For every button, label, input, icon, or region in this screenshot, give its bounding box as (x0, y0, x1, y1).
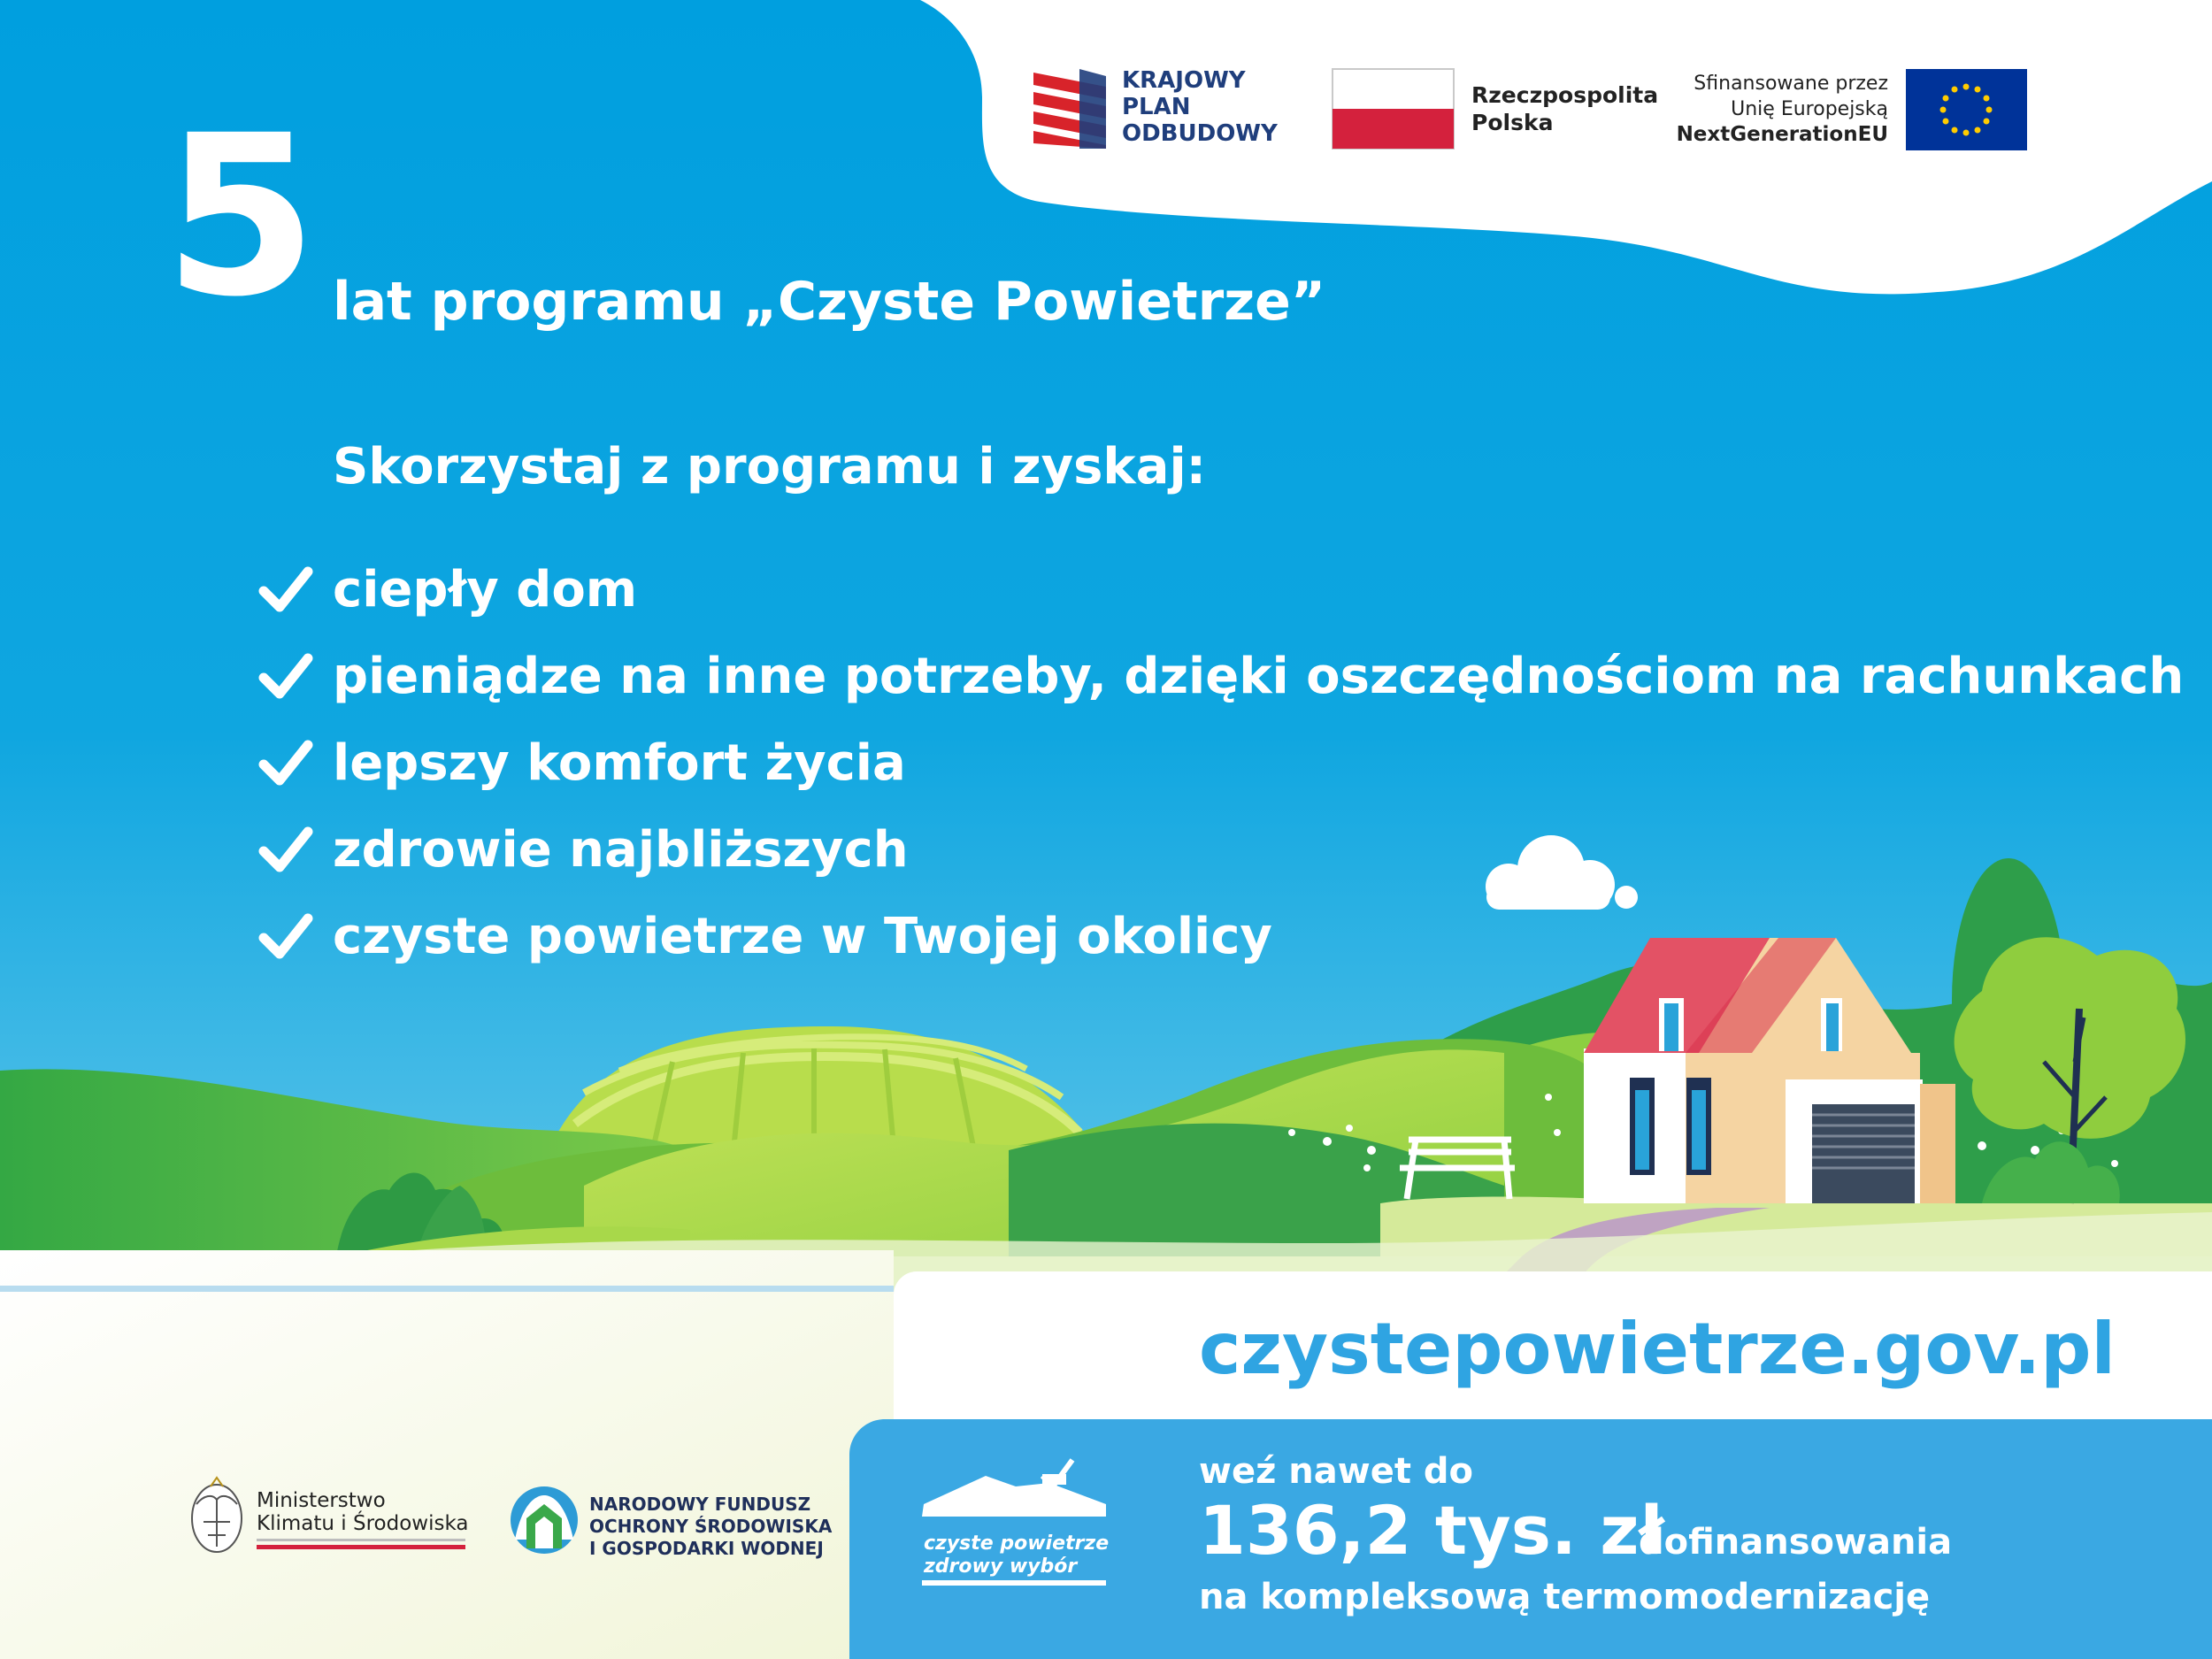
bottom-left-area (0, 1250, 894, 1659)
ministry-underline-grey (257, 1539, 465, 1541)
ministry-underline-red (257, 1545, 465, 1549)
eu-line: NextGenerationEU (1676, 123, 1888, 146)
kpo-line: KRAJOWY (1122, 67, 1246, 94)
check-icon (257, 823, 315, 876)
check-icon (257, 910, 315, 963)
kpo-line: ODBUDOWY (1122, 120, 1278, 147)
nfosigw-logo-text (589, 1494, 832, 1560)
anniversary-number: 5 (164, 88, 314, 345)
benefit-item (257, 727, 906, 798)
czyste-powietrze-logo-line: czyste powietrze (924, 1532, 1110, 1555)
headline: lat programu „Czyste Powietrze” (333, 271, 1326, 333)
rp-logo-text (1471, 81, 1658, 136)
offer-amount: 136,2 tys. zł (1199, 1491, 1664, 1570)
offer-detail: na kompleksową termomodernizację (1199, 1577, 1931, 1617)
eu-line: Sfinansowane przez (1694, 73, 1888, 95)
check-icon (257, 736, 315, 789)
benefit-item (257, 641, 2184, 711)
nfosigw-line: I GOSPODARKI WODNEJ (589, 1538, 824, 1559)
benefit-text: czyste powietrze w Twojej okolicy (333, 907, 1272, 965)
kpo-logo-text (1122, 67, 1278, 147)
divider-line (0, 1286, 894, 1292)
czyste-powietrze-logo-line: zdrowy wybór (924, 1555, 1078, 1578)
benefit-text: zdrowie najbliższych (333, 820, 909, 879)
benefit-text: ciepły dom (333, 560, 638, 618)
ministry-line: Ministerstwo (257, 1489, 386, 1512)
eu-funding-text (1663, 71, 1888, 148)
nfosigw-line: OCHRONY ŚRODOWISKA (589, 1516, 833, 1537)
offer-amount-suffix: dofinansowania (1639, 1522, 1953, 1563)
poland-flag (1333, 69, 1454, 149)
ministry-logo-text (257, 1489, 468, 1535)
benefit-item (257, 554, 637, 625)
benefit-item (257, 814, 909, 885)
nfosigw-line: NARODOWY FUNDUSZ (589, 1494, 811, 1515)
benefit-text: lepszy komfort życia (333, 733, 906, 792)
benefit-item (257, 901, 1272, 972)
benefit-text: pieniądze na inne potrzeby, dzięki oszczędnościom na rachunkach (333, 647, 2185, 705)
offer-lead: weź nawet do (1199, 1451, 1473, 1492)
intro-text: Skorzystaj z programu i zyskaj: (333, 438, 1207, 495)
nfosigw-emblem (511, 1486, 578, 1554)
check-icon (257, 649, 315, 703)
ministry-line: Klimatu i Środowiska (257, 1512, 469, 1535)
eu-flag (1906, 69, 2027, 150)
rp-line: Rzeczpospolita (1471, 82, 1659, 108)
website-url[interactable]: czystepowietrze.gov.pl (1199, 1308, 2116, 1390)
kpo-line: PLAN (1122, 94, 1191, 120)
eu-line: Unię Europejską (1731, 98, 1888, 120)
check-icon (257, 563, 315, 616)
rp-line: Polska (1471, 110, 1554, 135)
